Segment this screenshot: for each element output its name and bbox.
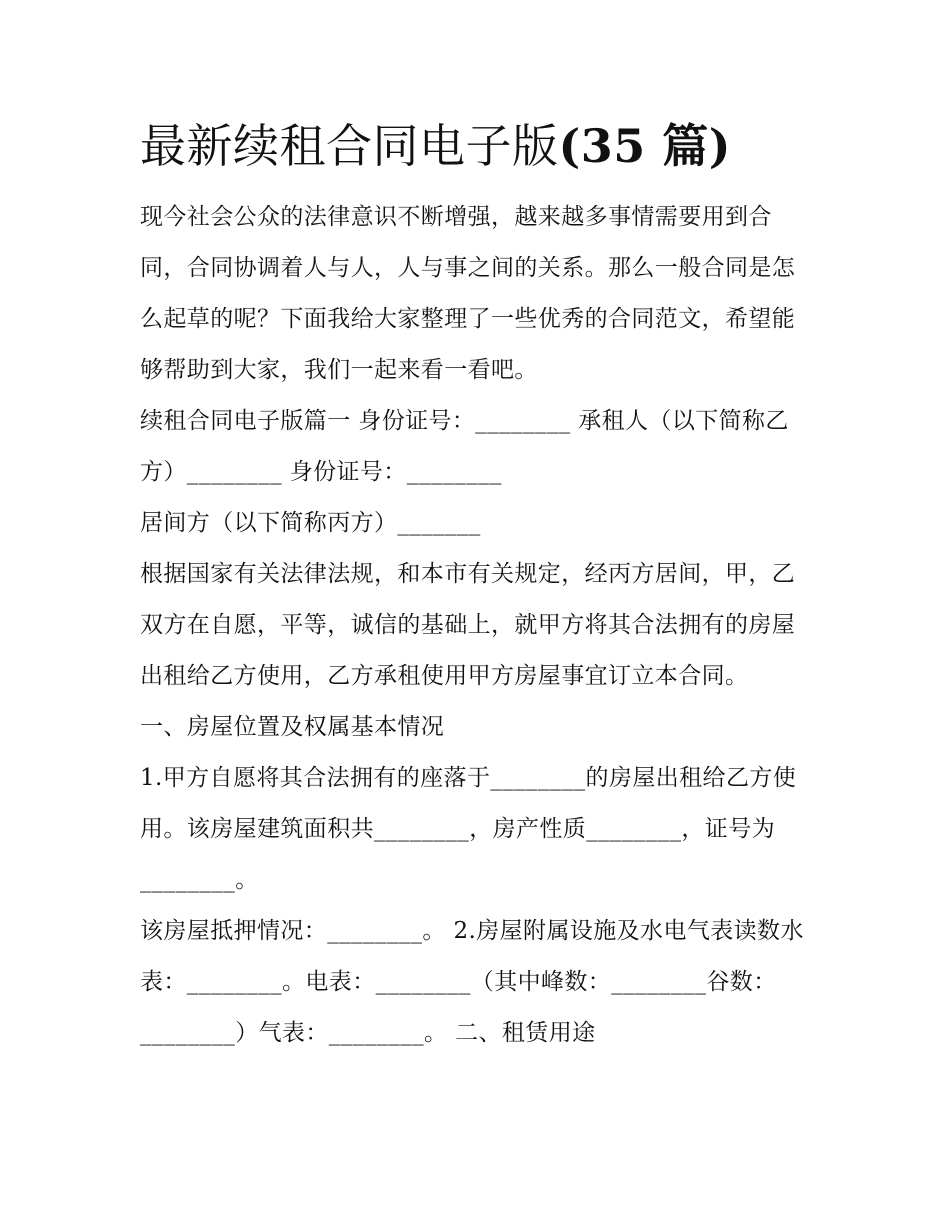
intro-paragraph: 现今社会公众的法律意识不断增强，越来越多事情需要用到合同，合同协调着人与人，人与事之间的关系。那么一般合同是怎么起草的呢？下面我给大家整理了一些优秀的合同范文，希望能够帮助到大家，我们一起来看一看吧。	[140, 204, 796, 383]
basis-paragraph: 根据国家有关法律法规，和本市有关规定，经丙方居间，甲，乙双方在自愿，平等，诚信的基础上，就甲方将其合法拥有的房屋出租给乙方使用，乙方承租使用甲方房屋事宜订立本合同。	[140, 561, 796, 689]
party-info-paragraph: 续租合同电子版篇一 身份证号：________ 承租人（以下简称乙方）________ 身份证号：________	[140, 408, 789, 485]
document-title-count: (35 篇)	[558, 119, 732, 173]
mortgage-paragraph: 该房屋抵押情况：________。 2.房屋附属设施及水电气表读数水表：________。电表：________（其中峰数：________谷数：________）气表：________。 二、租赁用途	[140, 918, 804, 1046]
clause-1-paragraph: 1.甲方自愿将其合法拥有的座落于________的房屋出租给乙方使用。该房屋建筑面积共________，房产性质________，证号为________。	[140, 765, 797, 893]
document-title	[140, 108, 816, 184]
intermediary-paragraph: 居间方（以下简称丙方）_______	[140, 510, 481, 536]
section-heading-1: 一、房屋位置及权属基本情况	[140, 714, 445, 740]
document-page	[140, 108, 816, 1059]
document-title-main: 最新续租合同电子版	[140, 119, 559, 173]
